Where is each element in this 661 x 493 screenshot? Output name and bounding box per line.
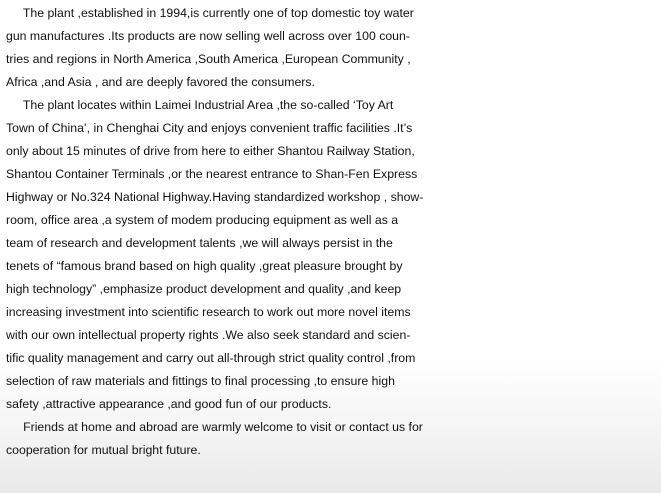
- text-line: team of research and development talents ,we will always persist in the: [6, 236, 393, 250]
- text-line: only about 15 minutes of drive from here to either Shantou Railway Station,: [6, 144, 415, 158]
- text-line: selection of raw materials and fittings to final processing ,to ensure high: [6, 374, 395, 388]
- text-line: Highway or No.324 National Highway.Having standardized workshop , show-: [6, 190, 424, 204]
- text-line: Shantou Container Terminals ,or the nearest entrance to Shan-Fen Express: [6, 167, 418, 181]
- text-line: safety ,attractive appearance ,and good fun of our products.: [6, 397, 332, 411]
- text-line: increasing investment into scientific research to work out more novel items: [6, 305, 411, 319]
- text-line: gun manufactures .Its products are now selling well across over 100 coun-: [6, 29, 410, 43]
- text-line: Town of China’, in Chenghai City and enjoys convenient traffic facilities .It’s: [6, 121, 413, 135]
- text-line: cooperation for mutual bright future.: [6, 443, 201, 457]
- text-line: room, office area ,a system of modem producing equipment as well as a: [6, 213, 399, 227]
- text-line: tenets of “famous brand based on high quality ,great pleasure brought by: [6, 259, 403, 273]
- text-line: Friends at home and abroad are warmly welcome to visit or contact us for: [6, 420, 423, 434]
- text-line: The plant ,established in 1994,is currently one of top domestic toy water: [6, 6, 414, 20]
- text-line: The plant locates within Laimei Industrial Area ,the so-called ‘Toy Art: [6, 98, 394, 112]
- company-description: [6, 2, 426, 462]
- text-line: tries and regions in North America ,South America ,European Community ,: [6, 52, 411, 66]
- text-line: high technology” ,emphasize product development and quality ,and keep: [6, 282, 402, 296]
- text-line: with our own intellectual property rights .We also seek standard and scien-: [6, 328, 411, 342]
- text-line: Africa ,and Asia , and are deeply favored the consumers.: [6, 75, 315, 89]
- text-line: tific quality management and carry out all-through strict quality control ,from: [6, 351, 416, 365]
